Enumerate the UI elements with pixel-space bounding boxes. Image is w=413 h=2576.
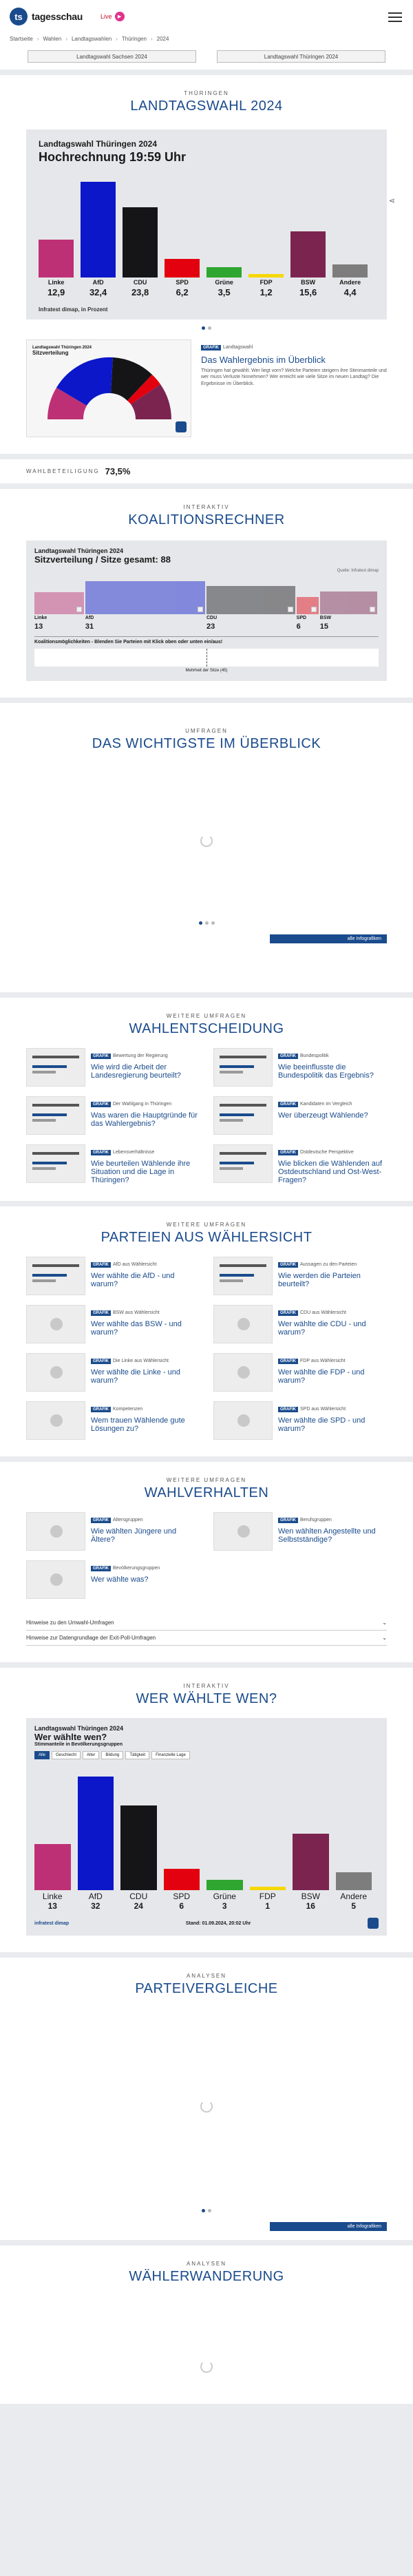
ww-bar <box>164 1869 200 1890</box>
ww-value: 16 <box>306 1901 315 1911</box>
carousel-dots[interactable] <box>26 2209 387 2212</box>
teaser-label: GRAFIK <box>91 1054 111 1059</box>
ww-name: Grüne <box>213 1892 236 1901</box>
section-kicker: ANALYSEN <box>186 2261 227 2267</box>
turnout <box>0 459 413 483</box>
teaser-title[interactable]: Wer wählte das BSW - und warum? <box>91 1320 182 1337</box>
turnout-label: WAHLBETEILIGUNG <box>26 468 100 474</box>
bar-value: 1,2 <box>260 287 273 297</box>
section-kicker: INTERAKTIV <box>183 504 230 510</box>
all-infographics-button[interactable]: alle Infografiken <box>270 2222 387 2231</box>
teaser-grid <box>26 1512 387 1599</box>
tab-thueringen[interactable]: Landtagswahl Thüringen 2024 <box>217 50 385 63</box>
bar-value: 3,5 <box>218 287 231 297</box>
ww-value: 5 <box>351 1901 357 1911</box>
filter-pill[interactable]: Geschlecht <box>52 1751 81 1759</box>
teaser[interactable] <box>26 1096 200 1135</box>
section-title: WAHLENTSCHEIDUNG <box>129 1021 284 1036</box>
turnout-value: 73,5% <box>105 466 131 477</box>
teaser-thumbnail <box>213 1144 273 1183</box>
section-kicker: UMFRAGEN <box>185 728 228 734</box>
party-name: SPD <box>296 616 307 620</box>
teaser-kicker: CDU aus Wählersicht <box>300 1310 346 1315</box>
chart-subtitle: Hochrechnung 19:59 Uhr <box>39 150 187 164</box>
teaser-label: GRAFIK <box>91 1102 111 1107</box>
bar-afd <box>81 182 116 278</box>
ww-caption: Stimmanteile in Bevölkerungsgruppen <box>34 1742 123 1747</box>
koalition-hint: Koalitionsmöglichkeiten - Blenden Sie Parteien mit Klick oben oder unten ein/aus! <box>34 636 379 645</box>
placeholder-image-icon <box>50 1525 63 1538</box>
ww-bar <box>206 1880 243 1890</box>
landtagswahl-section <box>0 75 413 454</box>
note-text: Hinweise zu den Umwahl-Umfragen <box>26 1620 114 1626</box>
teaser-title[interactable]: Wer wählte was? <box>91 1575 149 1584</box>
teaser-thumbnail <box>26 1305 85 1343</box>
teaser-grid <box>26 1048 387 1184</box>
ww-name: AfD <box>88 1892 103 1901</box>
placeholder-image-icon <box>237 1525 250 1538</box>
koalition-subtitle: Sitzverteilung / Sitze gesamt: 88 <box>34 554 171 565</box>
ww-value: 32 <box>91 1901 100 1911</box>
teaser-thumbnail <box>213 1401 273 1440</box>
teaser[interactable] <box>213 1353 387 1392</box>
placeholder-image-icon <box>50 1573 63 1586</box>
teaser-kicker: AfD aus Wählersicht <box>113 1262 157 1267</box>
teaser[interactable] <box>213 1257 387 1295</box>
teaser-title[interactable]: Wie wählten Jüngere und Ältere? <box>91 1527 177 1544</box>
logo-mark: ts <box>14 11 23 22</box>
umfragen-section <box>0 703 413 992</box>
section-kicker: WEITERE UMFRAGEN <box>166 1477 247 1483</box>
teaser-thumbnail <box>26 1144 85 1183</box>
koalition-title: Landtagswahl Thüringen 2024 <box>34 547 124 554</box>
werwaehlte-chart <box>26 1718 387 1936</box>
teaser-thumbnail <box>26 1048 85 1087</box>
teaser[interactable] <box>26 1257 200 1295</box>
breadcrumb: Startseite › Wahlen › Landtagswahlen › Thüringen › 2024 <box>0 33 413 48</box>
checkbox[interactable] <box>76 607 82 612</box>
teaser-title[interactable]: Wie beurteilen Wählende ihre Situation und die Lage in Thüringen? <box>91 1160 191 1184</box>
bar-area <box>39 174 374 278</box>
bar-label: BSW <box>301 279 316 286</box>
ww-name: Linke <box>42 1892 63 1901</box>
placeholder-image-icon <box>50 1318 63 1330</box>
teaser-label: GRAFIK <box>278 1150 298 1155</box>
teaser-label: GRAFIK <box>278 1054 298 1059</box>
carousel-dots[interactable] <box>26 326 387 330</box>
filter-pill[interactable]: Alter <box>83 1751 99 1759</box>
teaser-kicker: Landtagswahl <box>223 345 253 350</box>
filter-pill[interactable]: Finanzielle Lage <box>151 1751 190 1759</box>
seat-teaser[interactable] <box>26 339 387 437</box>
teaser-title[interactable]: Wie werden die Parteien beurteilt? <box>278 1272 361 1288</box>
parteivergleiche-section <box>0 1958 413 2240</box>
teaser-kicker: Ostdeutsche Perspektive <box>300 1150 354 1155</box>
teaser-title[interactable]: Wie wird die Arbeit der Landesregierung beurteilt? <box>91 1063 181 1080</box>
koalition-track[interactable] <box>34 649 379 667</box>
teaser[interactable] <box>26 1048 200 1087</box>
ww-bar-area <box>34 1766 379 1890</box>
bar-labels <box>39 278 374 304</box>
teaser[interactable] <box>213 1512 387 1551</box>
ww-bar <box>250 1887 286 1890</box>
share-icon[interactable]: ⋖ <box>388 197 395 205</box>
teaser-title[interactable]: Wer wählte die SPD - und warum? <box>278 1416 366 1433</box>
koalition-bar[interactable] <box>34 592 84 614</box>
teaser-kicker: Bevölkerungsgruppen <box>113 1566 160 1571</box>
teaser-thumbnail <box>26 1096 85 1135</box>
ww-name: FDP <box>259 1892 276 1901</box>
teaser-label: GRAFIK <box>278 1518 298 1523</box>
teaser-label: GRAFIK <box>278 1102 298 1107</box>
chevron-down-icon: ⌄ <box>382 1620 387 1626</box>
party-seats: 23 <box>206 622 215 631</box>
parteien-section <box>0 1206 413 1456</box>
teaser[interactable] <box>26 1401 200 1440</box>
party-name: CDU <box>206 616 218 620</box>
filter-pill[interactable]: Bildung <box>101 1751 123 1759</box>
bar-bsw <box>290 231 326 278</box>
ww-bar <box>336 1872 372 1890</box>
ww-value: 6 <box>179 1901 184 1911</box>
teaser-kicker: Kandidaten im Vergleich <box>300 1102 352 1107</box>
teaser-thumbnail <box>26 1512 85 1551</box>
section-title: KOALITIONSRECHNER <box>128 512 285 527</box>
koalition-names <box>34 616 379 622</box>
teaser-kicker: Kompetenzen <box>113 1407 143 1412</box>
checkbox[interactable] <box>370 607 375 612</box>
teaser-label: GRAFIK <box>91 1310 111 1316</box>
placeholder-image-icon <box>237 1318 250 1330</box>
party-name: Linke <box>34 616 47 620</box>
wahlverhalten-section <box>0 1462 413 1662</box>
bar-grüne <box>206 267 242 278</box>
brand-icon <box>368 1918 379 1929</box>
teaser-kicker: Bewertung der Regierung <box>113 1054 168 1058</box>
teaser[interactable] <box>26 1560 200 1599</box>
section-title: PARTEIVERGLEICHE <box>135 1981 278 1996</box>
tagesschau-logo-icon[interactable] <box>10 8 28 25</box>
play-icon: ▶ <box>115 12 125 21</box>
section-kicker: THÜRINGEN <box>184 90 229 96</box>
koalition-bar[interactable] <box>297 597 319 614</box>
koalition-seats <box>34 622 379 632</box>
teaser-kicker: Der Wahlgang in Thüringen <box>113 1102 172 1107</box>
teaser-label: GRAFIK <box>91 1566 111 1571</box>
ww-bar <box>34 1844 71 1890</box>
bar-linke <box>39 240 74 278</box>
carousel-dots[interactable] <box>26 921 387 925</box>
section-title: PARTEIEN AUS WÄHLERSICHT <box>100 1230 313 1245</box>
bar-value: 4,4 <box>343 287 357 297</box>
bar-label: Linke <box>47 279 65 286</box>
teaser-thumbnail <box>26 1401 85 1440</box>
loading-spinner <box>200 835 213 847</box>
teaser-title[interactable]: Wie blicken die Wählenden auf Ostdeutschland und Ost-West-Fragen? <box>278 1160 383 1184</box>
checkbox[interactable] <box>198 607 203 612</box>
bar-label: Andere <box>339 279 361 286</box>
teaser-title[interactable]: Wer wählte die Linke - und warum? <box>91 1368 181 1385</box>
section-kicker: WEITERE UMFRAGEN <box>166 1013 247 1019</box>
teaser-thumbnail <box>26 1353 85 1392</box>
koalition-source: Quelle: Infratest dimap <box>337 569 379 573</box>
teaser-label: GRAFIK <box>91 1359 111 1364</box>
teaser-kicker: BSW aus Wählersicht <box>113 1310 160 1315</box>
seat-hemicycle <box>32 356 187 430</box>
teaser-title[interactable]: Was waren die Hauptgründe für das Wahlergebnis? <box>91 1111 198 1128</box>
teaser-label: GRAFIK <box>201 345 221 350</box>
party-seats: 31 <box>85 622 94 631</box>
breadcrumb-item[interactable]: Startseite <box>10 36 33 42</box>
teaser-label: GRAFIK <box>91 1518 111 1523</box>
section-title: WAHLVERHALTEN <box>144 1485 269 1500</box>
ww-subtitle: Wer wählte wen? <box>34 1732 107 1742</box>
teaser[interactable] <box>213 1048 387 1087</box>
section-title: WER WÄHLTE WEN? <box>136 1691 277 1706</box>
ww-name: CDU <box>129 1892 148 1901</box>
placeholder-image-icon <box>237 1414 250 1427</box>
bar-andere <box>332 264 368 278</box>
loading-spinner <box>200 2360 213 2373</box>
teaser[interactable] <box>26 1512 200 1551</box>
koalition-bar[interactable] <box>320 591 377 615</box>
teaser-text: Thüringen hat gewählt. Wer liegt vorn? Welche Parteien steigern ihre Stimmanteile und wer muss Verluste hinnehmen? Wer erreicht wie viele Sitze im neuen Landtag? Die Ergebnisse im Überblick. <box>201 368 387 386</box>
thumb-subtitle: Sitzverteilung <box>32 350 69 356</box>
koalition-bars[interactable] <box>34 580 379 614</box>
bar-label: FDP <box>260 279 273 286</box>
teaser-label: GRAFIK <box>278 1359 298 1364</box>
ww-bar <box>78 1777 114 1890</box>
breadcrumb-item[interactable]: Thüringen <box>121 36 147 42</box>
section-kicker: INTERAKTIV <box>183 1683 230 1689</box>
bar-spd <box>165 259 200 278</box>
bar-value: 6,2 <box>176 287 189 297</box>
menu-icon[interactable] <box>388 10 402 25</box>
section-kicker: ANALYSEN <box>186 1973 227 1979</box>
teaser-thumbnail <box>213 1353 273 1392</box>
ww-value: 3 <box>222 1901 227 1911</box>
bar-value: 23,8 <box>131 287 149 297</box>
waehlerwanderung-section <box>0 2245 413 2404</box>
brand-icon <box>176 421 187 432</box>
bar-label: SPD <box>176 279 189 286</box>
teaser-kicker: Altersgruppen <box>113 1518 143 1522</box>
majority-label: Mehrheit der Sitze (45) <box>185 669 228 673</box>
koalitionsrechner-section <box>0 489 413 698</box>
section-title: LANDTAGSWAHL 2024 <box>130 98 283 114</box>
ww-stand: Stand: 01.09.2024, 20:02 Uhr <box>185 1920 251 1926</box>
werwaehlte-section <box>0 1668 413 1952</box>
koalition-bar[interactable] <box>206 586 295 614</box>
teaser[interactable] <box>26 1305 200 1343</box>
teaser-label: GRAFIK <box>91 1262 111 1268</box>
teaser-title[interactable]: Wem trauen Wählende gute Lösungen zu? <box>91 1416 185 1433</box>
teaser-label: GRAFIK <box>278 1407 298 1412</box>
teaser[interactable] <box>213 1096 387 1135</box>
teaser-label: GRAFIK <box>278 1310 298 1316</box>
teaser-kicker: Berufsgruppen <box>300 1518 332 1522</box>
teaser[interactable] <box>213 1144 387 1184</box>
section-title: WÄHLERWANDERUNG <box>129 2269 284 2284</box>
koalition-calculator <box>26 541 387 681</box>
bar-label: AfD <box>92 279 104 286</box>
teaser-title[interactable]: Das Wahlergebnis im Überblick <box>201 355 326 365</box>
live-button[interactable] <box>100 12 125 21</box>
placeholder-image-icon <box>50 1414 63 1427</box>
teaser-title[interactable]: Wer wählte die AfD - und warum? <box>91 1272 175 1288</box>
site-header <box>0 0 413 33</box>
breadcrumb-item[interactable]: Landtagswahlen <box>71 36 112 42</box>
all-infographics-button[interactable]: alle Infografiken <box>270 934 387 943</box>
ww-name: SPD <box>173 1892 191 1901</box>
teaser-thumbnail <box>213 1048 273 1087</box>
filter-pill[interactable]: Tätigkeit <box>125 1751 149 1759</box>
wahlentscheidung-section <box>0 998 413 1201</box>
chart-source: Infratest dimap, in Prozent <box>39 306 108 313</box>
teaser-grid <box>26 1257 387 1440</box>
checkbox[interactable] <box>288 607 293 612</box>
section-title: DAS WICHTIGSTE IM ÜBERBLICK <box>92 736 321 751</box>
ww-value: 24 <box>134 1901 143 1911</box>
koalition-bar[interactable] <box>85 581 205 614</box>
party-seats: 6 <box>296 622 301 631</box>
checkbox[interactable] <box>311 607 317 612</box>
party-seats: 13 <box>34 622 43 631</box>
teaser-thumbnail <box>213 1257 273 1295</box>
teaser-title[interactable]: Wen wählten Angestellte und Selbstständige? <box>278 1527 376 1544</box>
ww-title: Landtagswahl Thüringen 2024 <box>34 1725 124 1732</box>
teaser-thumbnail <box>26 1257 85 1295</box>
ww-value: 1 <box>265 1901 271 1911</box>
teaser[interactable] <box>26 1144 200 1184</box>
bar-cdu <box>123 207 158 278</box>
party-seats: 15 <box>319 622 329 631</box>
note-text: Hinweise zur Datengrundlage der Exit-Poll-Umfragen <box>26 1635 156 1641</box>
tab-sachsen[interactable]: Landtagswahl Sachsen 2024 <box>28 50 196 63</box>
teaser-kicker: FDP aus Wählersicht <box>300 1359 346 1363</box>
election-tabs <box>0 48 413 70</box>
teaser-kicker: Lebensverhältnisse <box>113 1150 155 1155</box>
teaser-thumbnail <box>26 1560 85 1599</box>
ww-bar <box>293 1834 329 1890</box>
bar-value: 12,9 <box>47 287 65 297</box>
teaser-kicker: SPD aus Wählersicht <box>300 1407 346 1412</box>
result-chart <box>26 129 387 320</box>
live-label: Live <box>100 13 112 20</box>
note-toggle[interactable] <box>26 1615 387 1631</box>
seat-thumbnail <box>26 339 191 437</box>
teaser-thumbnail <box>213 1512 273 1551</box>
teaser-label: GRAFIK <box>91 1407 111 1412</box>
breadcrumb-item: 2024 <box>156 36 169 42</box>
placeholder-image-icon <box>50 1366 63 1379</box>
section-kicker: WEITERE UMFRAGEN <box>166 1222 247 1228</box>
ww-value: 13 <box>47 1901 57 1911</box>
party-name: AfD <box>85 616 94 620</box>
teaser-thumbnail <box>213 1096 273 1135</box>
teaser-title[interactable]: Wer wählte die FDP - und warum? <box>278 1368 365 1385</box>
teaser-kicker: Bundespolitik <box>300 1054 329 1058</box>
thumb-title: Landtagswahl Thüringen 2024 <box>32 346 92 350</box>
teaser-title[interactable]: Wer überzeugt Wählende? <box>278 1111 368 1120</box>
teaser-label: GRAFIK <box>278 1262 298 1268</box>
teaser-thumbnail <box>213 1305 273 1343</box>
party-name: BSW <box>319 616 332 620</box>
teaser[interactable] <box>213 1305 387 1343</box>
teaser-title[interactable]: Wer wählte die CDU - und warum? <box>278 1320 366 1337</box>
bar-label: CDU <box>133 279 147 286</box>
note-toggle[interactable] <box>26 1631 387 1646</box>
ww-name: Andere <box>340 1892 368 1901</box>
ww-bar <box>120 1805 157 1890</box>
bar-label: Grüne <box>215 279 233 286</box>
ww-name: BSW <box>301 1892 320 1901</box>
teaser-kicker: Aussagen zu den Parteien <box>300 1262 357 1267</box>
ww-names <box>34 1892 379 1901</box>
teaser-title[interactable]: Wie beeinflusste die Bundespolitik das Ergebnis? <box>278 1063 374 1080</box>
bar-value: 15,6 <box>299 287 317 297</box>
logo-text[interactable]: tagesschau <box>32 11 83 22</box>
filter-pills[interactable] <box>34 1751 379 1759</box>
placeholder-image-icon <box>237 1366 250 1379</box>
ww-values <box>34 1901 379 1912</box>
loading-spinner <box>200 2100 213 2113</box>
bar-value: 32,4 <box>89 287 107 297</box>
chart-title: Landtagswahl Thüringen 2024 <box>39 139 158 149</box>
teaser[interactable] <box>26 1353 200 1392</box>
ww-source: infratest dimap <box>34 1920 70 1926</box>
chevron-down-icon: ⌄ <box>382 1635 387 1641</box>
teaser-label: GRAFIK <box>91 1150 111 1155</box>
teaser-kicker: Die Linke aus Wählersicht <box>113 1359 169 1363</box>
filter-pill[interactable]: Alle <box>34 1751 50 1759</box>
teaser[interactable] <box>213 1401 387 1440</box>
breadcrumb-item[interactable]: Wahlen <box>43 36 62 42</box>
